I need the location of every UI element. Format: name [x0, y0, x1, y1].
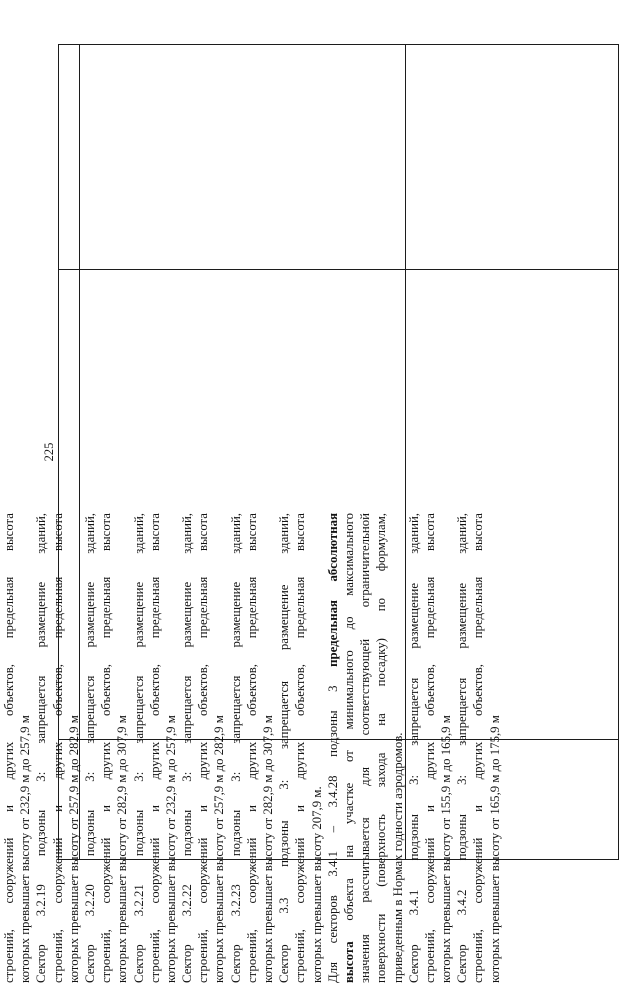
text-line: [50, 513, 66, 983]
text-line: [131, 513, 147, 983]
text-line: [325, 513, 341, 983]
text-line-content: значения рассчитывается для соответствующей ограничительной: [358, 513, 372, 983]
text-line-content: строений, сооружений и других объектов, предельная высота: [293, 513, 307, 983]
text-line: [309, 513, 325, 983]
text-line: [82, 513, 98, 983]
text-line-content: Сектор 3.2.23 подзоны 3: запрещается размещение зданий,: [229, 513, 243, 983]
text-line-content: которых превышает высоту от 282,9 м до 307,9 м: [115, 715, 129, 983]
text-line-content: которых превышает высоту от 257,9 м до 282,9 м: [67, 715, 81, 983]
text-line-content: которых превышает высоту от 232,9 м до 257,9 м: [18, 715, 32, 983]
text-line: [422, 513, 438, 983]
text-line-bold: предельная абсолютная: [326, 513, 340, 667]
text-line-content: Сектор 3.2.22 подзоны 3: запрещается размещение зданий,: [180, 513, 194, 983]
text-line-content: строений, сооружений и других объектов, предельная высота: [148, 513, 162, 983]
text-line: [17, 513, 33, 983]
text-line-content: строений, сооружений и других объектов, предельная высота: [471, 513, 485, 983]
text-line-content: строений, сооружений и других объектов, предельная высота: [51, 513, 65, 983]
text-line: [341, 513, 357, 983]
text-line: [454, 513, 470, 983]
text-line-content: строений, сооружений и других объектов, предельная высота: [99, 513, 113, 983]
text-line-content: Сектор 3.2.20 подзоны 3: запрещается размещение зданий,: [83, 513, 97, 983]
text-line: [373, 513, 389, 983]
text-line: [195, 513, 211, 983]
text-line-content: Сектор 3.4.2 подзоны 3: запрещается размещение зданий,: [455, 513, 469, 983]
text-line-content: поверхности (поверхность захода на посадку) по формулам,: [374, 513, 388, 983]
row-divider: [58, 269, 619, 270]
text-line: [66, 513, 82, 983]
text-line-content: Сектор 3.2.19 подзоны 3: запрещается размещение зданий,: [34, 513, 48, 983]
text-line: [211, 513, 227, 983]
text-line: [228, 513, 244, 983]
text-line: [114, 513, 130, 983]
text-line: [244, 513, 260, 983]
text-line: [179, 513, 195, 983]
text-line: [1, 513, 17, 983]
text-line-content: Для секторов 3.4.1 – 3.4.28 подзоны 3: [326, 667, 340, 983]
text-line-content: приведенным в Нормах годности аэродромов.: [391, 733, 405, 983]
text-line: [260, 513, 276, 983]
text-line: [147, 513, 163, 983]
text-line: [357, 513, 373, 983]
text-line-content: которых превышает высоту от 155,9 м до 165,9 м: [439, 715, 453, 983]
text-line-content: которых превышает высоту 207,9 м.: [310, 786, 324, 983]
text-line-content: объекта на участке от минимального до максимального: [342, 513, 356, 941]
text-line-content: которых превышает высоту от 232,9 м до 257,9 м: [164, 715, 178, 983]
text-line-content: которых превышает высоту от 282,9 м до 307,9 м: [261, 715, 275, 983]
text-line: [33, 513, 49, 983]
text-line-content: Сектор 3.4.1 подзоны 3: запрещается размещение зданий,: [407, 513, 421, 983]
page-number: 225: [37, 440, 61, 464]
text-line: [163, 513, 179, 983]
text-line-content: строений, сооружений и других объектов, предельная высота: [2, 513, 16, 983]
text-line-content: строений, сооружений и других объектов, предельная высота: [196, 513, 210, 983]
text-line: [390, 513, 406, 983]
text-line: [292, 513, 308, 983]
text-line-bold: высота: [342, 941, 356, 983]
text-line-content: Сектор 3.2.21 подзоны 3: запрещается размещение зданий,: [132, 513, 146, 983]
text-line: [406, 513, 422, 983]
text-line-content: которых превышает высоту от 165,9 м до 175,9 м: [488, 715, 502, 983]
text-line: [438, 513, 454, 983]
text-line-content: Сектор 3.3 подзоны 3: запрещается размещение зданий,: [277, 513, 291, 983]
table-cell-text: [1, 513, 517, 983]
text-line: [487, 513, 503, 983]
text-line: [276, 513, 292, 983]
text-line-content: строений, сооружений и других объектов, предельная высота: [423, 513, 437, 983]
text-line: [470, 513, 486, 983]
text-line-content: строений, сооружений и других объектов, предельная высота: [245, 513, 259, 983]
text-line: [98, 513, 114, 983]
text-line-content: которых превышает высоту от 257,9 м до 282,9 м: [212, 715, 226, 983]
